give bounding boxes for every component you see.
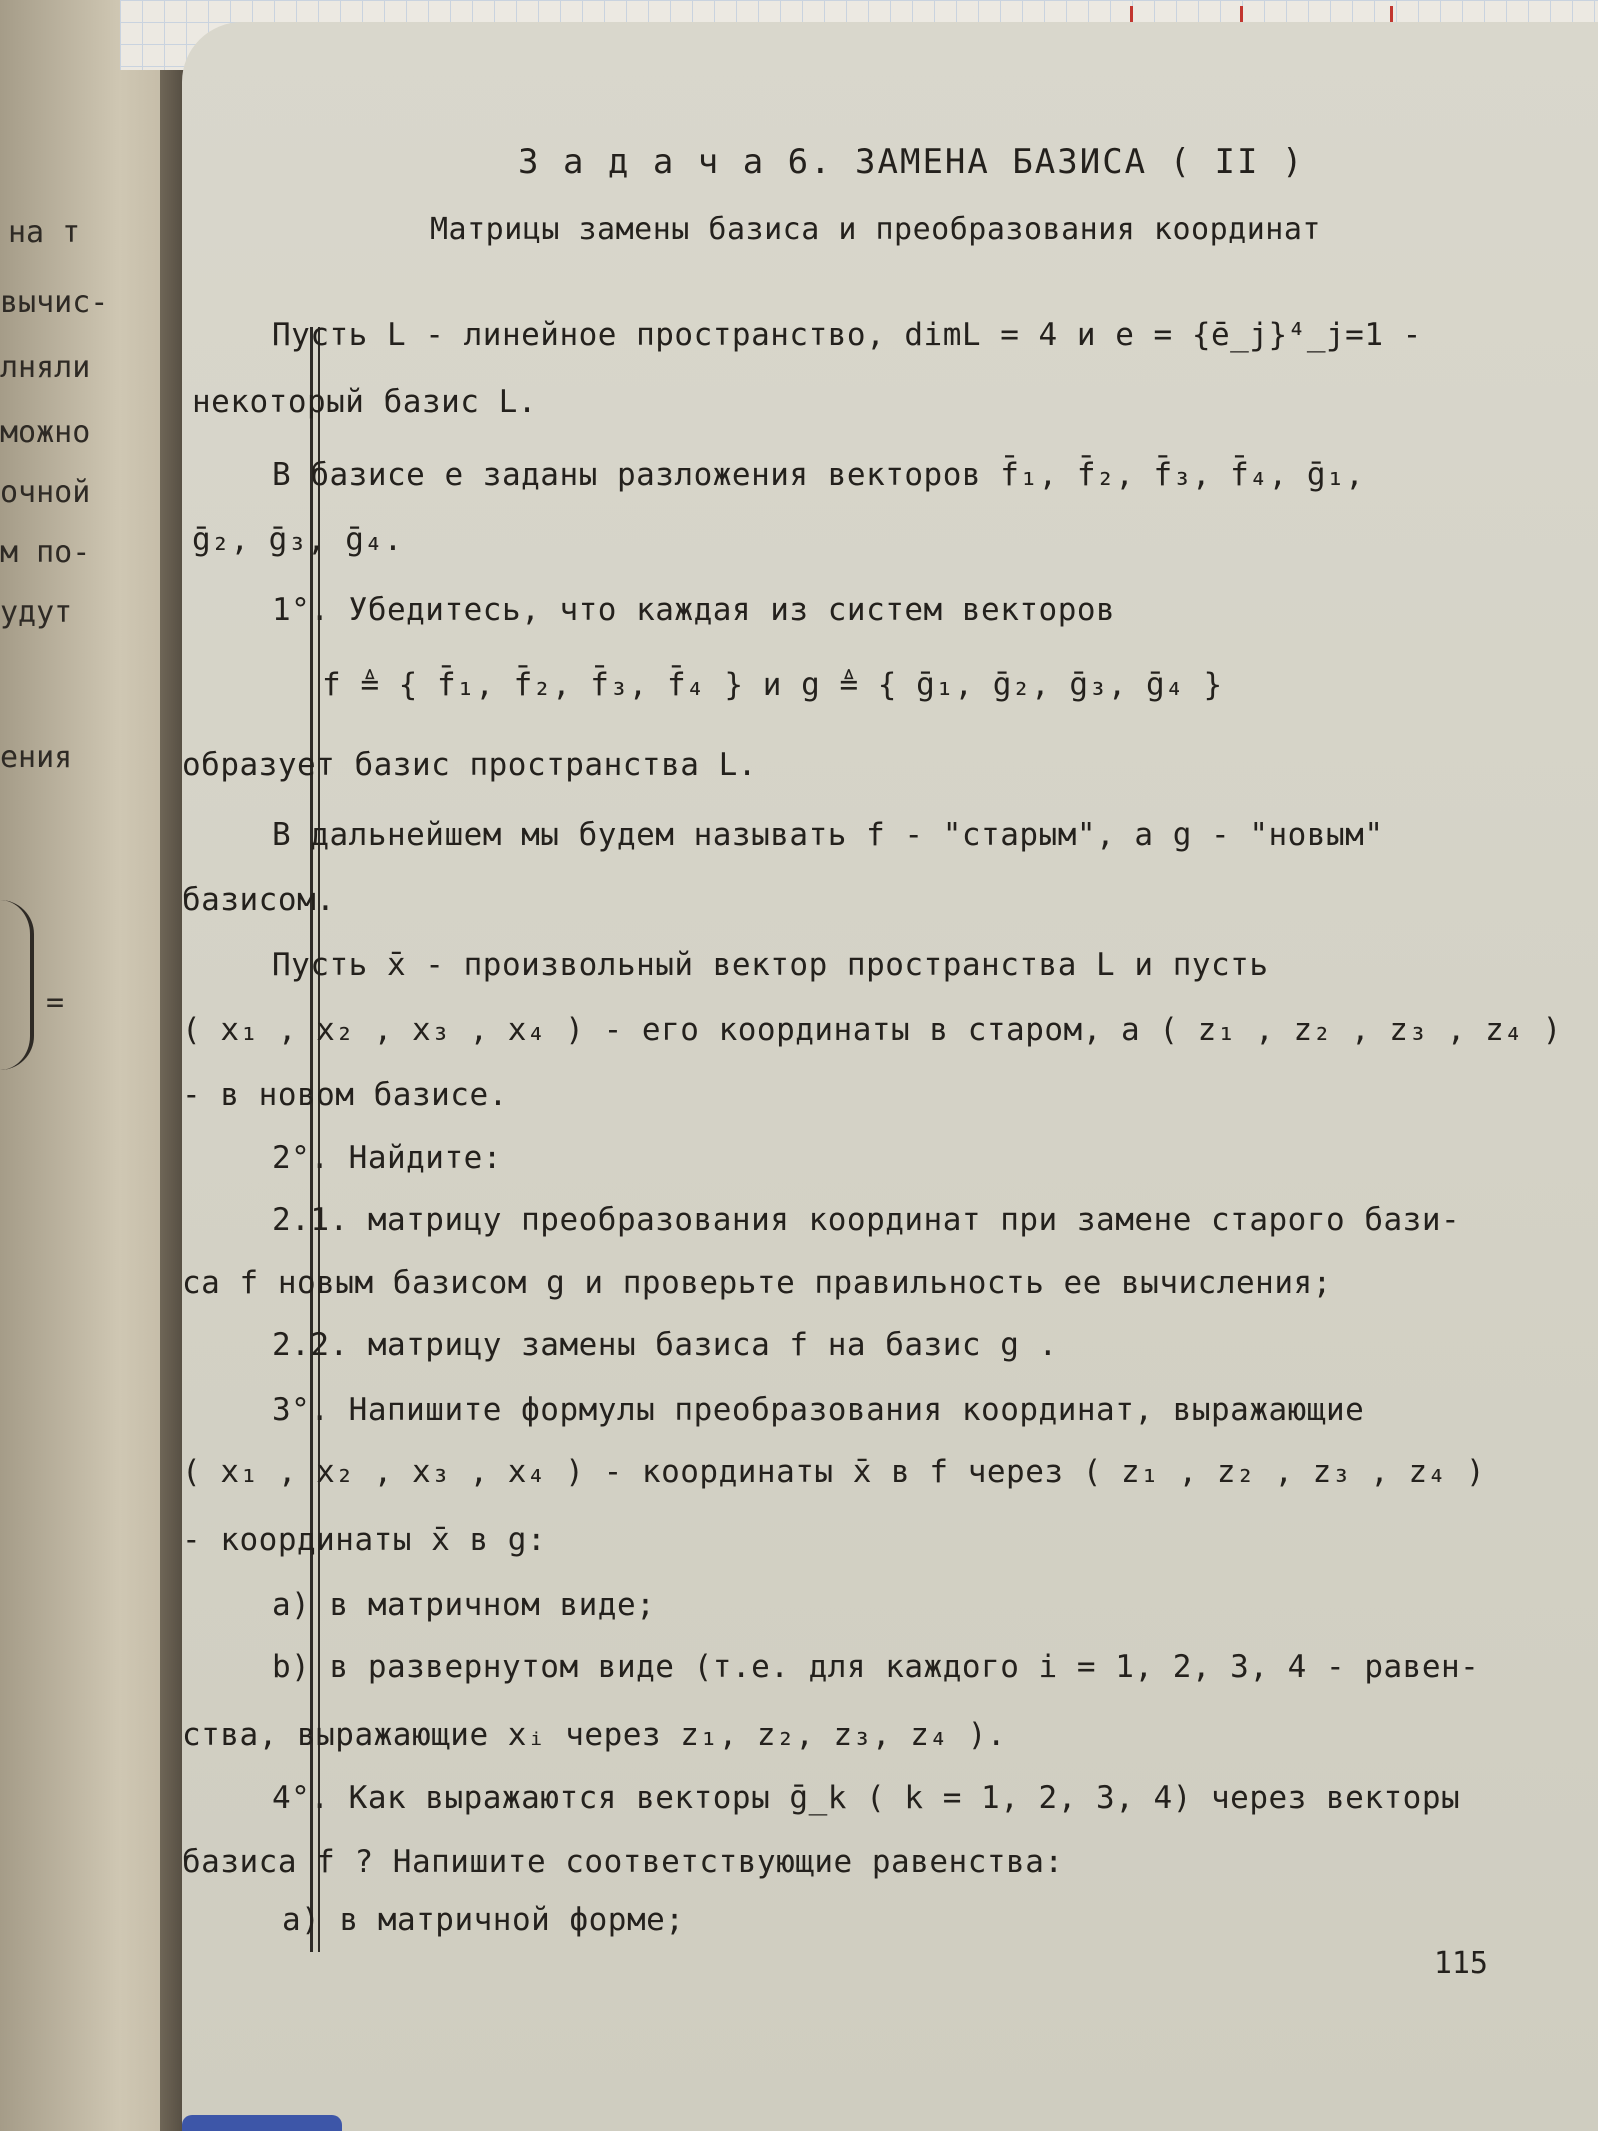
- left-fragment: ения: [0, 740, 73, 775]
- left-fragment: м по-: [0, 535, 91, 570]
- text-line: 1°. Убедитесь, что каждая из систем векторов: [272, 592, 1116, 628]
- text-line: ( x₁ , x₂ , x₃ , x₄ ) - его координаты в старом, а ( z₁ , z₂ , z₃ , z₄ ): [182, 1012, 1562, 1048]
- text-line: 4°. Как выражаются векторы ḡ_k ( k = 1, 2, 3, 4) через векторы: [272, 1780, 1461, 1816]
- left-parenthesis: [0, 900, 34, 1070]
- text-line: ( x₁ , x₂ , x₃ , x₄ ) - координаты x̄ в f через ( z₁ , z₂ , z₃ , z₄ ): [182, 1454, 1486, 1490]
- text-line: 2°. Найдите:: [272, 1140, 502, 1176]
- text-line: Пусть L - линейное пространство, dimL = 4 и e = {ē_j}⁴_j=1 -: [272, 317, 1422, 353]
- text-line: 2.1. матрицу преобразования координат при замене старого бази-: [272, 1202, 1461, 1238]
- page-title: З а д а ч а 6. ЗАМЕНА БАЗИСА ( II ): [518, 142, 1305, 182]
- text-line: - в новом базисе.: [182, 1077, 508, 1113]
- text-line: В дальнейшем мы будем называть f - "старым", а g - "новым": [272, 817, 1384, 853]
- text-line: ства, выражающие xᵢ через z₁, z₂, z₃, z₄ ).: [182, 1717, 1007, 1753]
- text-line: базисом.: [182, 882, 336, 918]
- text-line: Пусть x̄ - произвольный вектор пространства L и пусть: [272, 947, 1269, 983]
- text-line: образует базис пространства L.: [182, 747, 757, 783]
- book-page: [182, 22, 1598, 2131]
- text-line: базиса f ? Напишите соответствующие равенства:: [182, 1844, 1064, 1880]
- left-fragment: очной: [0, 475, 91, 510]
- text-line: 3°. Напишите формулы преобразования координат, выражающие: [272, 1392, 1365, 1428]
- page-subtitle: Матрицы замены базиса и преобразования координат: [430, 212, 1321, 247]
- blue-object: [182, 2115, 342, 2131]
- text-line: b) в развернутом виде (т.е. для каждого i = 1, 2, 3, 4 - равен-: [272, 1649, 1480, 1685]
- text-line: a) в матричной форме;: [282, 1902, 685, 1938]
- left-fragment: удут: [0, 595, 73, 630]
- text-line: - координаты x̄ в g:: [182, 1522, 547, 1558]
- text-line: 2.2. матрицу замены базиса f на базис g .: [272, 1327, 1058, 1363]
- left-fragment: лняли: [0, 350, 91, 385]
- left-equals-sign: =: [46, 985, 65, 1020]
- text-line: некоторый базис L.: [192, 384, 537, 420]
- text-line: a) в матричном виде;: [272, 1587, 656, 1623]
- left-fragment: можно: [0, 415, 91, 450]
- left-fragment: на т: [8, 215, 81, 250]
- text-line: ḡ₂, ḡ₃, ḡ₄.: [192, 522, 403, 558]
- page-number: 115: [1433, 1946, 1488, 1981]
- text-line: В базисе e заданы разложения векторов f̄₁, f̄₂, f̄₃, f̄₄, ḡ₁,: [272, 457, 1365, 493]
- text-line: са f новым базисом g и проверьте правильность ее вычисления;: [182, 1265, 1332, 1301]
- left-fragment: вычис-: [0, 285, 109, 320]
- text-line: f ≜ { f̄₁, f̄₂, f̄₃, f̄₄ } и g ≜ { ḡ₁, ḡ₂, ḡ₃, ḡ₄ }: [322, 667, 1223, 703]
